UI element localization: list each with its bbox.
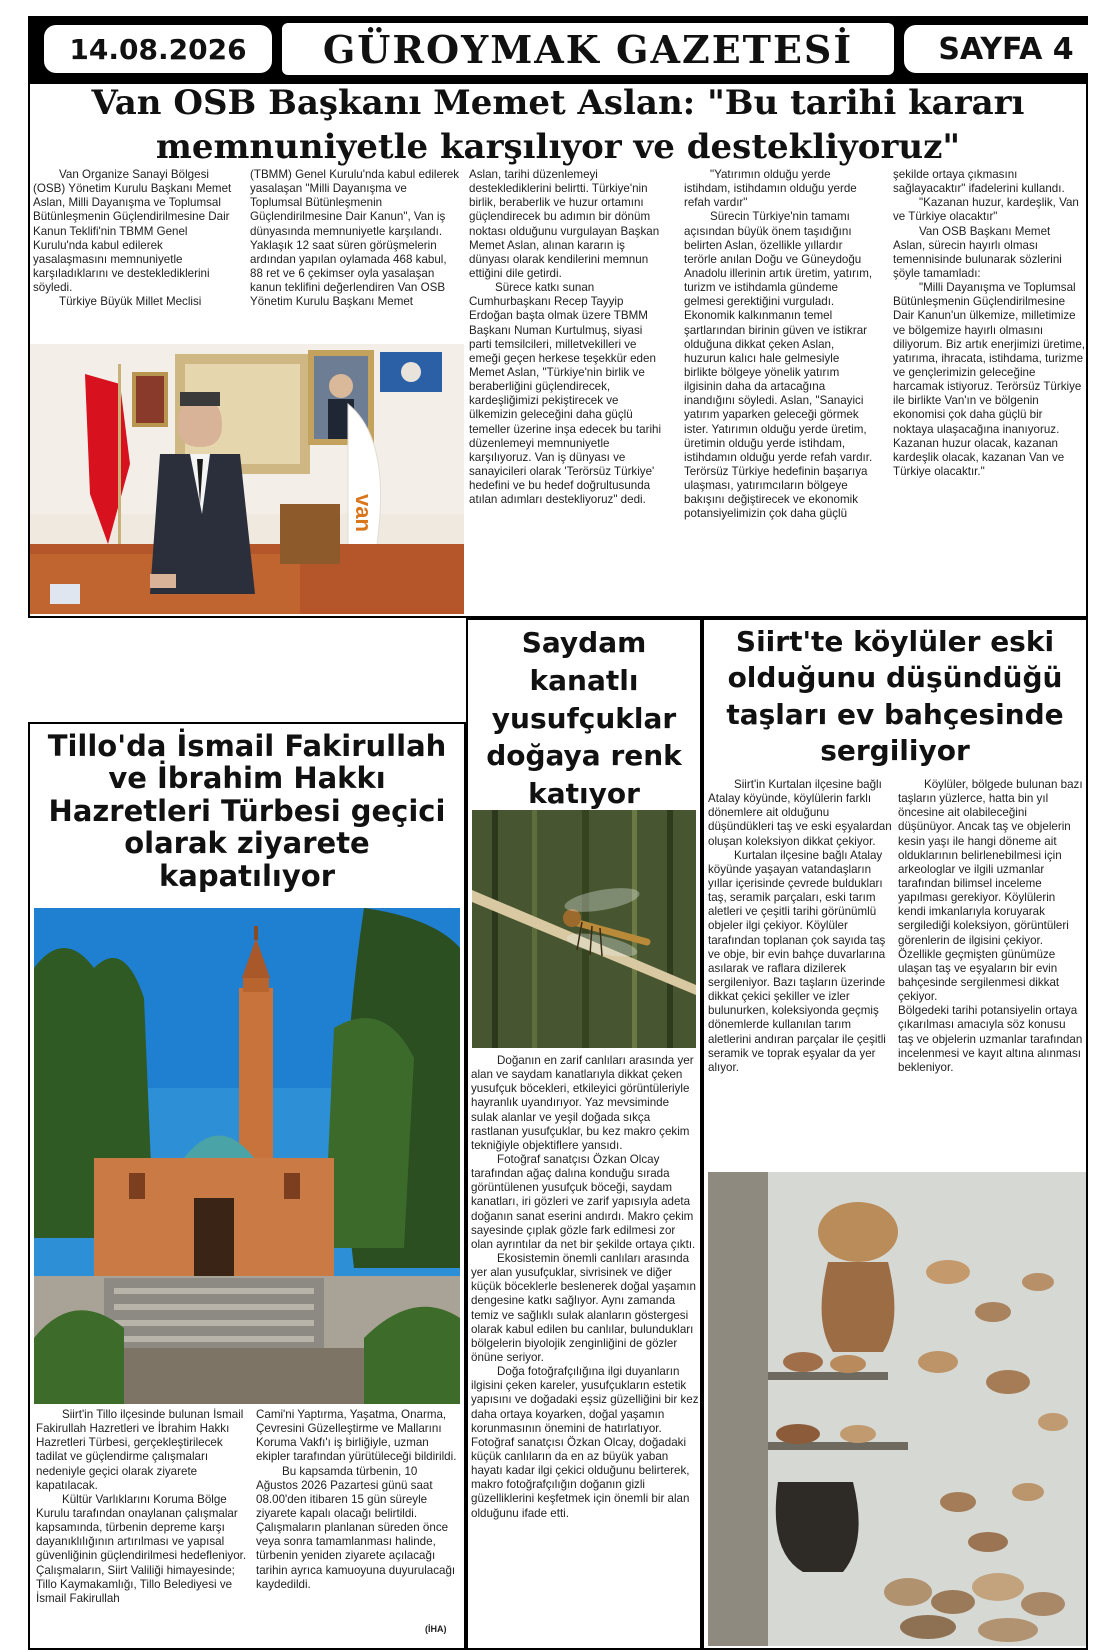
paragraph: Sürece katkı sunan Cumhurbaşkanı Recep Tayyip Erdoğan başta olmak üzere TBMM Başkanı Numan Kurtulmuş, siyasi parti temsilcileri, milletvekilleri ve emeği geçen herkese teşekkür eden Memet Aslan, "Türkiye'nin birlik ve beraberliğini güçlendirecek, kardeşliğimizi pekiştirecek ve ülkemizin geleceğini daha güçlü temeller üzerine inşa edecek bu tarihi düzenlemeyi memnuniyetle karşılıyoruz. Van iş dünyası ve sanayicileri olarak 'Terörsüz Türkiye' hedefini ve bu hedef doğrultusunda atılan adımları destekliyoruz" dedi.: [469, 281, 662, 507]
siirt-column-1: [708, 778, 892, 1166]
paragraph: Bölgedeki tarihi potansiyelin ortaya çıkarılması amacıyla söz konusu taş ve objelerin uzmanlar tarafından incelenmesi ve kayıt altına alınması bekleniyor.: [898, 1004, 1083, 1074]
van-column-4: [684, 168, 876, 613]
paragraph: Cami'ni Yaptırma, Yaşatma, Onarma, Çevresini Güzelleştirme ve Mallarını Koruma Vakfı'ı iş birliğiyle, uzman ekipler tarafından yürütüleceği bildirildi.: [256, 1408, 457, 1464]
van-column-1: [33, 168, 238, 348]
paragraph: Kurtalan ilçesine bağlı Atalay köyünde yaşayan vatandaşların yıllar içerisinde çevrede buldukları taş, seramik parçaları, eski tarım aletleri ve çeşitli tarihi görünümlü objeler ilgi çekiyor. Köylüler tarafından toplanan çok sayıda taş ve obje, bir evin bahçe duvarlarına asılarak ve raflara dizilerek sergileniyor. Bazı taşların üzerinde dikkat çekici şekiller ve izler bulunurken, koleksiyonda geçmiş dönemlerde kullanılan tarım aletlerini andıran parçalar ile çeşitli seramik ve toprak eşyalar da yer alıyor.: [708, 848, 886, 1074]
dragonfly-photo: [472, 810, 696, 1048]
tillo-column-2: [256, 1408, 460, 1648]
dragonfly-body: [471, 1054, 699, 1648]
paragraph: "Kazanan huzur, kardeşlik, Van ve Türkiye olacaktır": [893, 196, 1079, 224]
issue-date: 14.08.2026: [44, 25, 272, 73]
paragraph: Van OSB Başkanı Memet Aslan, sürecin hayırlı olması temennisinde bulunarak sözlerini şöyle tamamladı:: [893, 224, 1062, 280]
masthead: [28, 16, 1088, 82]
van-column-5: [893, 168, 1085, 613]
van-column-3: [469, 168, 665, 608]
dragonfly-headline: Saydam kanatlı yusufçuklar doğaya renk katıyor: [486, 626, 682, 811]
stone-collection-photo: [708, 1172, 1086, 1646]
paragraph: Van Organize Sanayi Bölgesi (OSB) Yönetim Kurulu Başkanı Memet Aslan, Milli Dayanışma ve Toplumsal Bütünleşmenin Güçlendirilmesine Dair Kanun Teklifi'nin TBMM Genel Kurulu'nda kabul edilerek yasalaşmasını memnuniyetle karşıladıklarını ve desteklediklerini söyledi.: [33, 168, 232, 295]
paragraph: Aslan, tarihi düzenlemeyi desteklediklerini belirtti. Türkiye'nin birlik, beraberlik ve huzur ortamını güçlendirecek bu adımın bir dönüm noktası olduğunu vurgulayan Başkan Memet Aslan, alınan kararın iş dünyası olarak kendilerini memnun ettiğini dile getirdi.: [469, 168, 660, 280]
tillo-headline: Tillo'da İsmail Fakirullah ve İbrahim Hakkı Hazretleri Türbesi geçici olarak ziyarete kapatılıyor: [47, 729, 447, 893]
paragraph: Fotoğraf sanatçısı Özkan Olcay tarafından ağaç dalına konduğu sırada görüntülenen yusufçuk böceği, saydam kanatları, iri gözleri ve zarif yapısıyla adeta doğanın sanat eserini andırdı. Makro çekim sayesinde çıplak gözle fark edilmesi zor olan ayrıntılar da net bir şekilde ortaya çıktı.: [471, 1152, 696, 1251]
paragraph: Ekosistemin önemli canlıları arasında yer alan yusufçuklar, sivrisinek ve diğer küçük böceklerle beslenerek doğal yaşamın dengesine katkı sağlıyor. Aynı zamanda temiz ve sağlıklı sulak alanların göstergesi olarak kabul edilen bu canlılar, bulundukları bölgelerin biyolojik zenginliğini de gözler önüne seriyor.: [471, 1251, 696, 1364]
page-number: SAYFA 4: [904, 25, 1108, 73]
paragraph: şekilde ortaya çıkmasını sağlayacaktır" ifadelerini kullandı.: [893, 168, 1065, 196]
paragraph: (TBMM) Genel Kurulu'nda kabul edilerek yasalaşan "Milli Dayanışma ve Toplumsal Bütünleşmenin Güçlendirilmesine Dair Kanun", Van iş dünyasında memnuniyetle karşılandı. Yaklaşık 12 saat süren görüşmelerin ardından yapılan oylamada 468 kabul, 88 ret ve 6 çekimser oyla yasalaşan kanun teklifini değerlendiren Van OSB Yönetim Kurulu Başkanı Memet: [250, 168, 460, 309]
paragraph: Kültür Varlıklarını Koruma Bölge Kurulu tarafından onaylanan çalışmalar kapsamında, türbenin depreme karşı dayanıklılığının artırılması ve yapısal güvenliğinin güçlendirilmesi hedefleniyor. Çalışmaların, Siirt Valiliği himayesinde; Tillo Kaymakamlığı, Tillo Belediyesi ve İsmail Fakirullah: [36, 1492, 247, 1605]
paragraph: "Yatırımın olduğu yerde istihdam, istihdamın olduğu yerde refah vardır": [684, 168, 857, 210]
van-column-2: [250, 168, 462, 348]
paragraph: Sürecin Türkiye'nin tamamı açısından büyük önem taşıdığını belirten Aslan, özellikle yıllardır terörle anılan Doğu ve Güneydoğu Anadolu illerinin artık üretim, yatırım, turizm ve istihdamla gündeme gelmesi gerektiğini vurguladı. Ekonomik kalkınmanın temel şartlarından birinin güven ve istikrar olduğuna dikkat çeken Aslan, huzurun kalıcı hale gelmesiyle birlikte bölgeye yönelik yatırım ilgisinin daha da artacağına inandığını söyledi. Aslan, "Sanayici yatırım yaparken geleceği görmek ister. Yatırımın olduğu yerde üretim, üretimin olduğu yerde istihdam, istihdamın olduğu yerde refah vardır. Terörsüz Türkiye hedefinin başarıya ulaşması, yatırımcıların bölgeye bakışını değiştirecek ve ekonomik potansiyelimizin çok daha güçlü: [684, 210, 873, 521]
source-credit: (İHA): [425, 1624, 447, 1634]
van-headline: Van OSB Başkanı Memet Aslan: "Bu tarihi kararı memnuniyetle karşılıyor ve destekliyoruz": [91, 83, 1025, 167]
memet-aslan-photo: [30, 344, 464, 614]
paragraph: Doğanın en zarif canlıları arasında yer alan ve saydam kanatlarıyla dikkat çeken yusufçuk böcekleri, etkileyici görüntüleriyle hayranlık uyandırıyor. Yaz mevsiminde sulak alanlar ve yeşil doğada sıkça rastlanan yusufçuklar, bu kez makro çekim tekniğiyle objektiflere yansıdı.: [471, 1054, 694, 1152]
dragonfly-image: [472, 810, 696, 1048]
paragraph: Türkiye Büyük Millet Meclisi: [59, 295, 202, 309]
tillo-column-1: [36, 1408, 248, 1648]
svg-text:van: van: [351, 494, 376, 532]
paragraph: Bu kapsamda türbenin, 10 Ağustos 2026 Pazartesi günü saat 08.00'den itibaren 15 gün süreyle ziyarete kapalı olacağı belirtildi. Çalışmaların planlanan süreden önce veya sonra tamamlanması halinde, türbenin yeniden ziyarete açılacağı tarihin ayrıca kamuoyuna duyurulacağı kaydedildi.: [256, 1464, 456, 1591]
tomb-building-image: [34, 908, 460, 1404]
siirt-headline: Siirt'te köylüler eski olduğunu düşündüğü taşları ev bahçesinde sergiliyor: [726, 625, 1064, 768]
paragraph: Köylüler, bölgede bulunan bazı taşların yüzlerce, hatta bin yıl öncesine ait olabileceğini düşünüyor. Ancak taş ve objelerin kesin yaşı ile hangi döneme ait olduklarının belirlenebilmesi için arkeologlar ve ilgili uzmanlar tarafından bilimsel inceleme yapılması gerekiyor. Köylülerin kendi imkanlarıyla koruyarak sergilediği koleksiyon, görüntüleri görenlerin de ilgisini çekiyor. Özellikle geçmişten günümüze ulaşan taş ve eşyaların bir evin bahçesinde sergilenmesi dikkat çekiyor.: [898, 778, 1083, 1004]
stones-wall-image: [708, 1172, 1086, 1646]
paragraph: Siirt'in Tillo ilçesinde bulunan İsmail Fakirullah Hazretleri ve İbrahim Hakkı Hazretleri Türbesi, gerçekleştirilecek tadilat ve güçlendirme çalışmaları nedeniyle geçici olarak ziyarete kapatılacak.: [36, 1408, 244, 1492]
paragraph: Siirt'in Kurtalan ilçesine bağlı Atalay köyünde, köylülerin farklı dönemlere ait olduğunu düşündükleri taş ve eski eşyalardan oluşan koleksiyon dikkat çekiyor.: [708, 778, 892, 848]
newspaper-name: GÜROYMAK GAZETESİ: [282, 23, 894, 75]
paragraph: Doğa fotoğrafçılığına ilgi duyanların ilgisini çeken kareler, yusufçukların estetik yapısını ve doğadaki eşsiz güzelliğini bir kez daha ortaya koyarken, doğal yaşamın korunmasının önemini de hatırlatıyor. Fotoğraf sanatçısı Özkan Olcay, doğadaki küçük canlıların da en az büyük yaban hayatı kadar ilgi çekici olduğunu belirterek, makro fotoğrafçılığın doğanın gizli güzelliklerini keşfetmek için önemli bir alan olduğunu ifade etti.: [471, 1365, 699, 1520]
office-scene-image: [30, 344, 464, 614]
paragraph: "Milli Dayanışma ve Toplumsal Bütünleşmenin Güçlendirilmesine Dair Kanun'un ülkemize, milletimize ve bölgemize hayırlı olmasını diliyorum. Biz artık enerjimizi üretime, yatırıma, ihracata, istihdama, turizme ve gençlerimizin geleceğine harcamak istiyoruz. Terörsüz Türkiye ile birlikte Van'ın ve bölgenin ekonomisi çok daha güçlü bir noktaya ulaşacağına inanıyoruz. Kazanan huzur olacak, kazanan kardeşlik olacak, kazanan Van ve Türkiye olacaktır.": [893, 281, 1085, 478]
siirt-column-2: [898, 778, 1084, 1166]
tillo-tomb-photo: [34, 908, 460, 1404]
